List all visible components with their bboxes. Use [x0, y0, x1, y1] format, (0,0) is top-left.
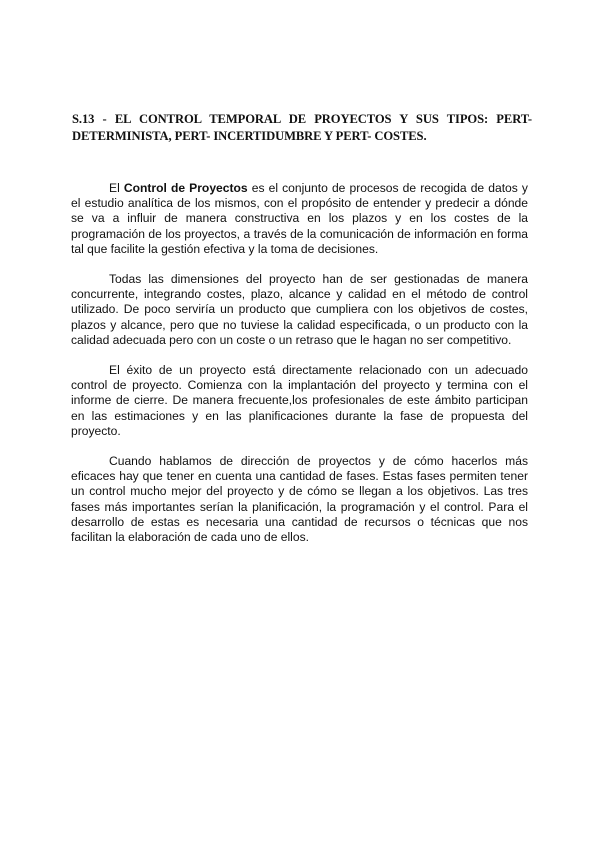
paragraph-dimensions: Todas las dimensiones del proyecto han de ser gestionadas de manera concurrente, integrando costes, plazo, alcance y calidad en el método de control utilizado. De poco serviría un producto que cumpliera con los objetivos de costes, plazos y alcance, pero que no tuviese la calidad especificada, o un producto con la calidad adecuada pero con un coste o un retraso que le hagan no ser competitivo. [71, 272, 528, 347]
paragraph-control-definition [71, 181, 528, 257]
paragraph-success: El éxito de un proyecto está directamente relacionado con un adecuado control de proyecto. Comienza con la implantación del proyecto y termina con el informe de cierre. De manera frecuente,los profesionales de este ámbito participan en las estimaciones y en las planificaciones durante la fase de propuesta del proyecto. [71, 363, 528, 438]
document-body [71, 181, 528, 560]
paragraph-lead: El [109, 181, 124, 195]
bold-term-control-de-proyectos: Control de Proyectos [123, 181, 248, 195]
section-heading: S.13 - EL CONTROL TEMPORAL DE PROYECTOS Y SUS TIPOS: PERT- DETERMINISTA, PERT- INCERTIDUMBRE Y PERT- COSTES. [72, 112, 532, 143]
paragraph-phases: Cuando hablamos de dirección de proyectos y de cómo hacerlos más eficaces hay que tener en cuenta una cantidad de fases. Estas fases permiten tener un control mucho mejor del proyecto y de cómo se llegan a los objetivos. Las tres fases más importantes serían la planificación, la programación y el control. Para el desarrollo de estas es necesaria una cantidad de recursos o técnicas que nos facilitan la elaboración de cada uno de ellos. [71, 454, 528, 545]
paragraph-rest: es el conjunto de procesos de recogida de datos y el estudio analítica de los mismos, con el propósito de entender y predecir a dónde se va a influir de manera constructiva en los plazos y en los costes de la programación de los proyectos, a través de la comunicación de información en forma tal que facilite la gestión efectiva y la toma de decisiones. [71, 181, 528, 256]
